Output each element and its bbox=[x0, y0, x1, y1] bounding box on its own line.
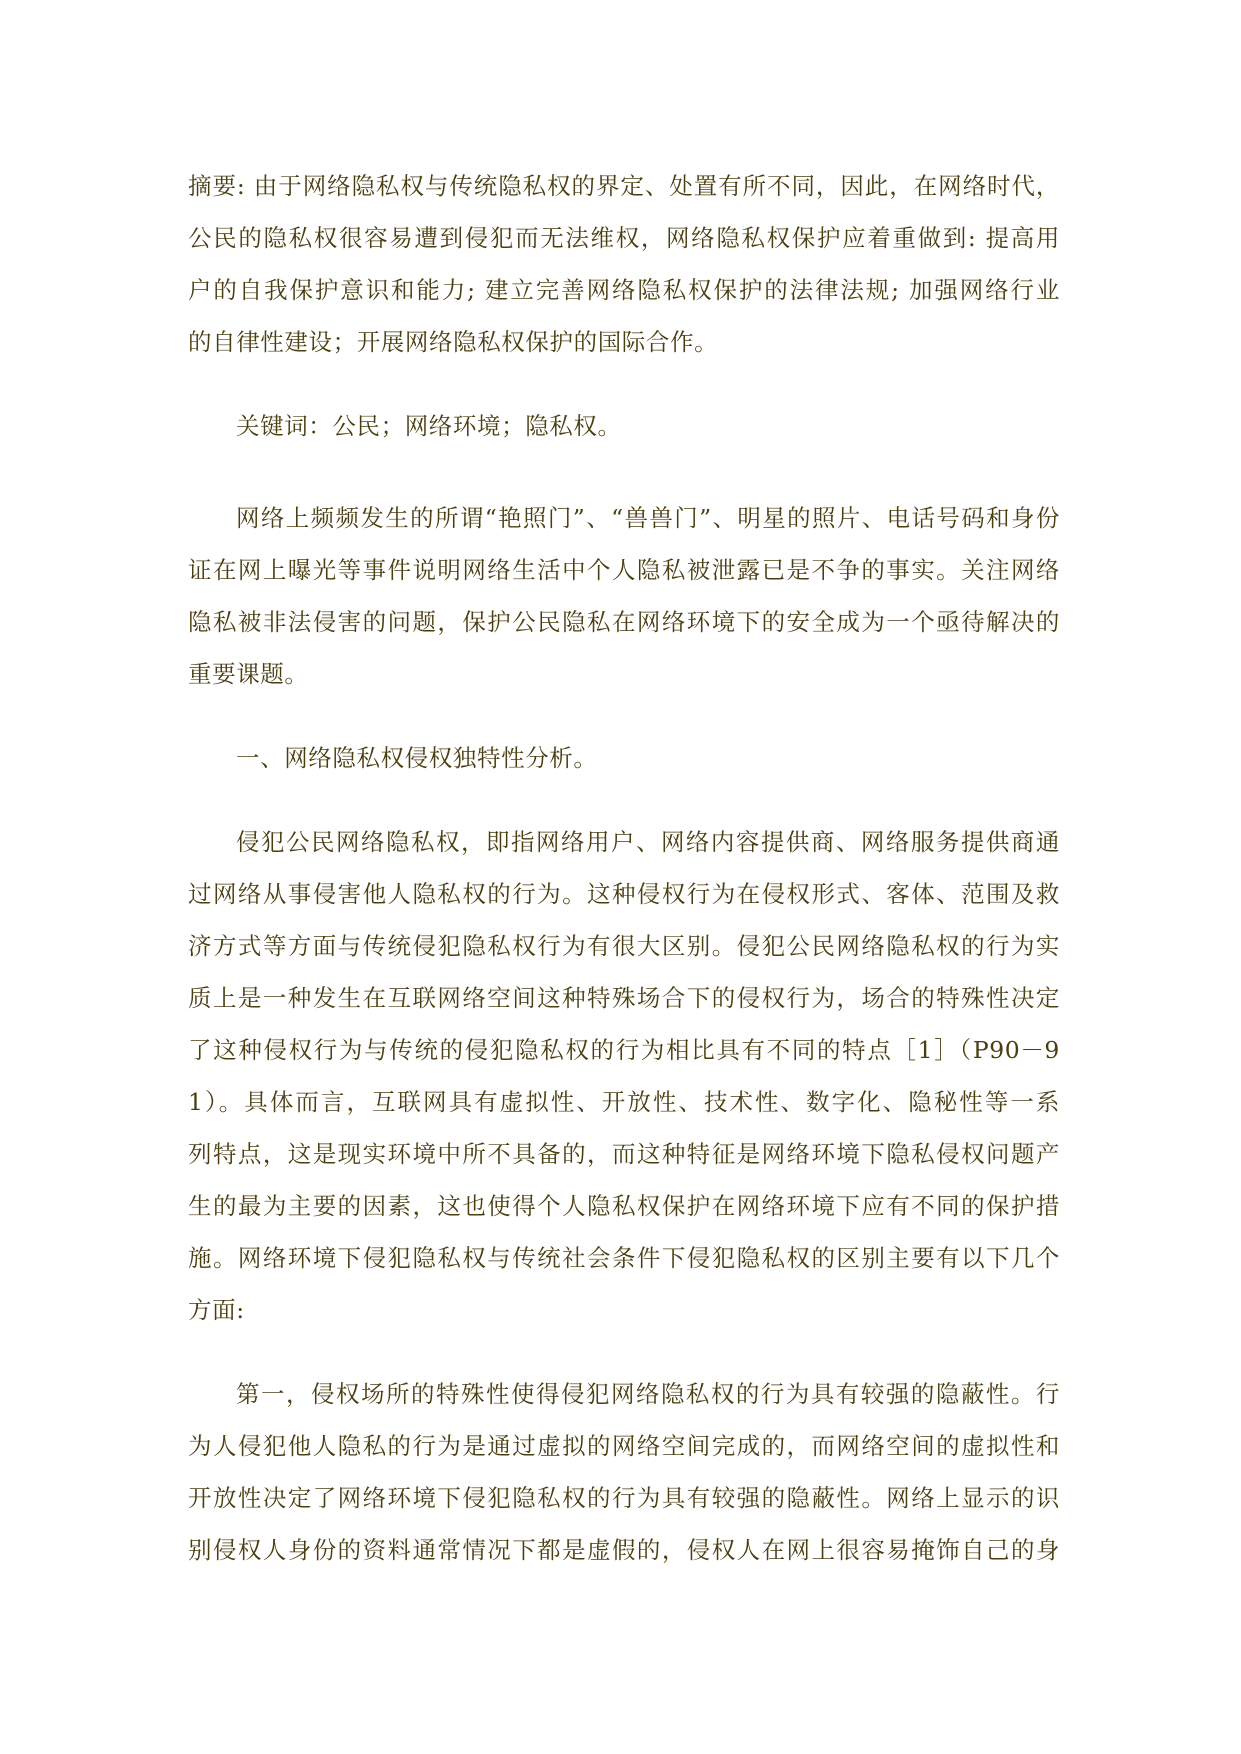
intro-line: 重要课题。 bbox=[188, 660, 309, 688]
section1-line: 了这种侵权行为与传统的侵犯隐私权的行为相比具有不同的特点［1］（P90－9 bbox=[188, 1036, 1060, 1064]
abstract-line: 公民的隐私权很容易遭到侵犯而无法维权，网络隐私权保护应着重做到: 提高用 bbox=[188, 224, 1060, 252]
section1-line: 生的最为主要的因素，这也使得个人隐私权保护在网络环境下应有不同的保护措 bbox=[188, 1192, 1060, 1220]
section1-body-paragraph bbox=[188, 816, 1060, 1336]
section1-line: 济方式等方面与传统侵犯隐私权行为有很大区别。侵犯公民网络隐私权的行为实 bbox=[188, 932, 1060, 960]
section1-line: 方面: bbox=[188, 1296, 245, 1324]
abstract-line: 户的自我保护意识和能力; 建立完善网络隐私权保护的法律法规; 加强网络行业 bbox=[188, 276, 1060, 304]
point1-line: 别侵权人身份的资料通常情况下都是虚假的，侵权人在网上很容易掩饰自己的身 bbox=[188, 1536, 1060, 1564]
intro-line: 网络上频频发生的所谓“艳照门”、“兽兽门”、明星的照片、电话号码和身份 bbox=[236, 504, 1060, 532]
point1-line: 开放性决定了网络环境下侵犯隐私权的行为具有较强的隐蔽性。网络上显示的识 bbox=[188, 1484, 1060, 1512]
intro-line: 隐私被非法侵害的问题，保护公民隐私在网络环境下的安全成为一个亟待解决的 bbox=[188, 608, 1060, 636]
intro-paragraph bbox=[188, 492, 1060, 700]
section1-line: 列特点，这是现实环境中所不具备的，而这种特征是网络环境下隐私侵权问题产 bbox=[188, 1140, 1060, 1168]
section1-line: 侵犯公民网络隐私权，即指网络用户、网络内容提供商、网络服务提供商通 bbox=[236, 828, 1060, 856]
abstract-paragraph bbox=[188, 160, 1060, 368]
section1-line: 过网络从事侵害他人隐私权的行为。这种侵权行为在侵权形式、客体、范围及救 bbox=[188, 880, 1060, 908]
point1-line: 为人侵犯他人隐私的行为是通过虚拟的网络空间完成的，而网络空间的虚拟性和 bbox=[188, 1432, 1060, 1460]
abstract-line: 摘要: 由于网络隐私权与传统隐私权的界定、处置有所不同，因此，在网络时代， bbox=[188, 172, 1060, 200]
section1-line: 施。网络环境下侵犯隐私权与传统社会条件下侵犯隐私权的区别主要有以下几个 bbox=[188, 1244, 1060, 1272]
section1-line: 1）。具体而言，互联网具有虚拟性、开放性、技术性、数字化、隐秘性等一系 bbox=[188, 1088, 1060, 1116]
intro-line: 证在网上曝光等事件说明网络生活中个人隐私被泄露已是不争的事实。关注网络 bbox=[188, 556, 1060, 584]
abstract-line: 的自律性建设；开展网络隐私权保护的国际合作。 bbox=[188, 328, 719, 356]
section-heading: 一、网络隐私权侵权独特性分析。 bbox=[236, 744, 598, 772]
point1-paragraph bbox=[188, 1368, 1060, 1576]
keywords-paragraph bbox=[188, 400, 1060, 452]
section-heading-paragraph bbox=[188, 732, 1060, 784]
section1-line: 质上是一种发生在互联网络空间这种特殊场合下的侵权行为，场合的特殊性决定 bbox=[188, 984, 1060, 1012]
point1-line: 第一，侵权场所的特殊性使得侵犯网络隐私权的行为具有较强的隐蔽性。行 bbox=[236, 1380, 1060, 1408]
document-body bbox=[188, 160, 1060, 1608]
keywords-line: 关键词：公民；网络环境；隐私权。 bbox=[236, 412, 622, 440]
